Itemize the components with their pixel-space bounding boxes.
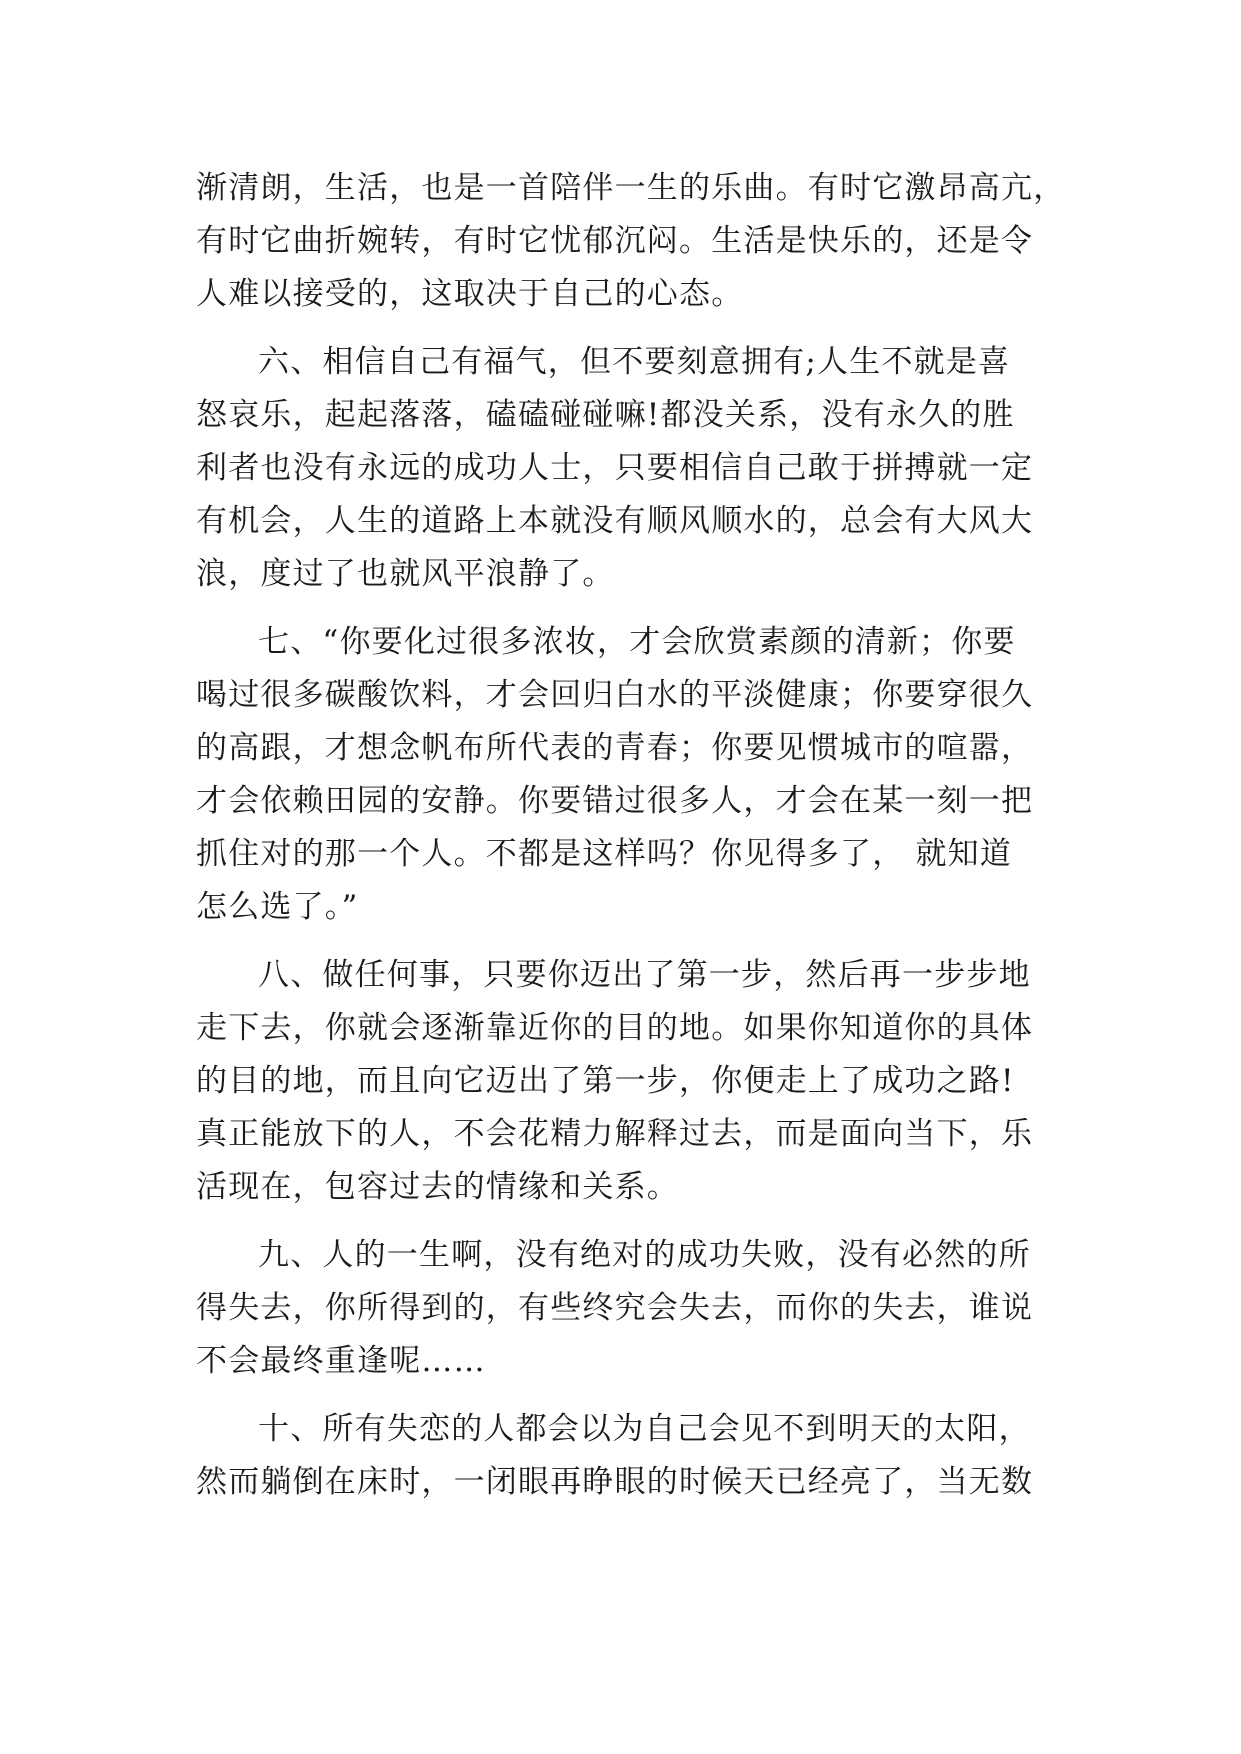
paragraph-ten (196, 1403, 1076, 1509)
paragraph-six (196, 336, 1076, 601)
text-line: 然而躺倒在床时，一闭眼再睁眼的时候天已经亮了，当无数 (196, 1464, 1034, 1500)
paragraph-eight (196, 949, 1076, 1214)
text-line: 有时它曲折婉转，有时它忧郁沉闷。生活是快乐的，还是令 (196, 223, 1034, 259)
text-line: 人难以接受的，这取决于自己的心态。 (196, 276, 744, 312)
text-line: 抓住对的那一个人。不都是这样吗？你见得多了， 就知道 (196, 836, 1013, 872)
text-line: 活现在，包容过去的情缘和关系。 (196, 1169, 679, 1205)
text-line: 怒哀乐，起起落落，磕磕碰碰嘛!都没关系，没有永久的胜 (196, 397, 1015, 433)
text-line: 走下去，你就会逐渐靠近你的目的地。如果你知道你的具体 (196, 1010, 1034, 1046)
text-line: 九、人的一生啊，没有绝对的成功失败，没有必然的所 (258, 1237, 1031, 1273)
text-line: 才会依赖田园的安静。你要错过很多人，才会在某一刻一把 (196, 783, 1034, 819)
text-line: 浪，度过了也就风平浪静了。 (196, 556, 615, 592)
text-line: 六、相信自己有福气，但不要刻意拥有;人生不就是喜 (258, 344, 1011, 380)
text-line: 的目的地，而且向它迈出了第一步，你便走上了成功之路! (196, 1063, 1015, 1099)
text-line: 怎么选了。” (196, 889, 359, 925)
text-line: 真正能放下的人，不会花精力解释过去，而是面向当下，乐 (196, 1116, 1034, 1152)
body-text (196, 162, 1076, 1509)
text-line: 得失去，你所得到的，有些终究会失去，而你的失去，谁说 (196, 1290, 1034, 1326)
text-line: 有机会，人生的道路上本就没有顺风顺水的，总会有大风大 (196, 503, 1034, 539)
text-line: 的高跟，才想念帆布所代表的青春；你要见惯城市的喧嚣， (196, 730, 1034, 766)
text-line: 不会最终重逢呢…… (196, 1343, 486, 1379)
text-line: 十、所有失恋的人都会以为自己会见不到明天的太阳， (258, 1411, 1031, 1447)
paragraph-seven (196, 616, 1076, 934)
text-line: 渐清朗，生活，也是一首陪伴一生的乐曲。有时它激昂高亢， (196, 170, 1066, 206)
text-line: 喝过很多碳酸饮料，才会回归白水的平淡健康；你要穿很久 (196, 677, 1034, 713)
paragraph-continuation (196, 162, 1076, 321)
paragraph-nine (196, 1229, 1076, 1388)
text-line: 七、“你要化过很多浓妆，才会欣赏素颜的清新；你要 (258, 624, 1016, 660)
text-line: 八、做任何事，只要你迈出了第一步，然后再一步步地 (258, 957, 1031, 993)
text-line: 利者也没有永远的成功人士，只要相信自己敢于拼搏就一定 (196, 450, 1034, 486)
